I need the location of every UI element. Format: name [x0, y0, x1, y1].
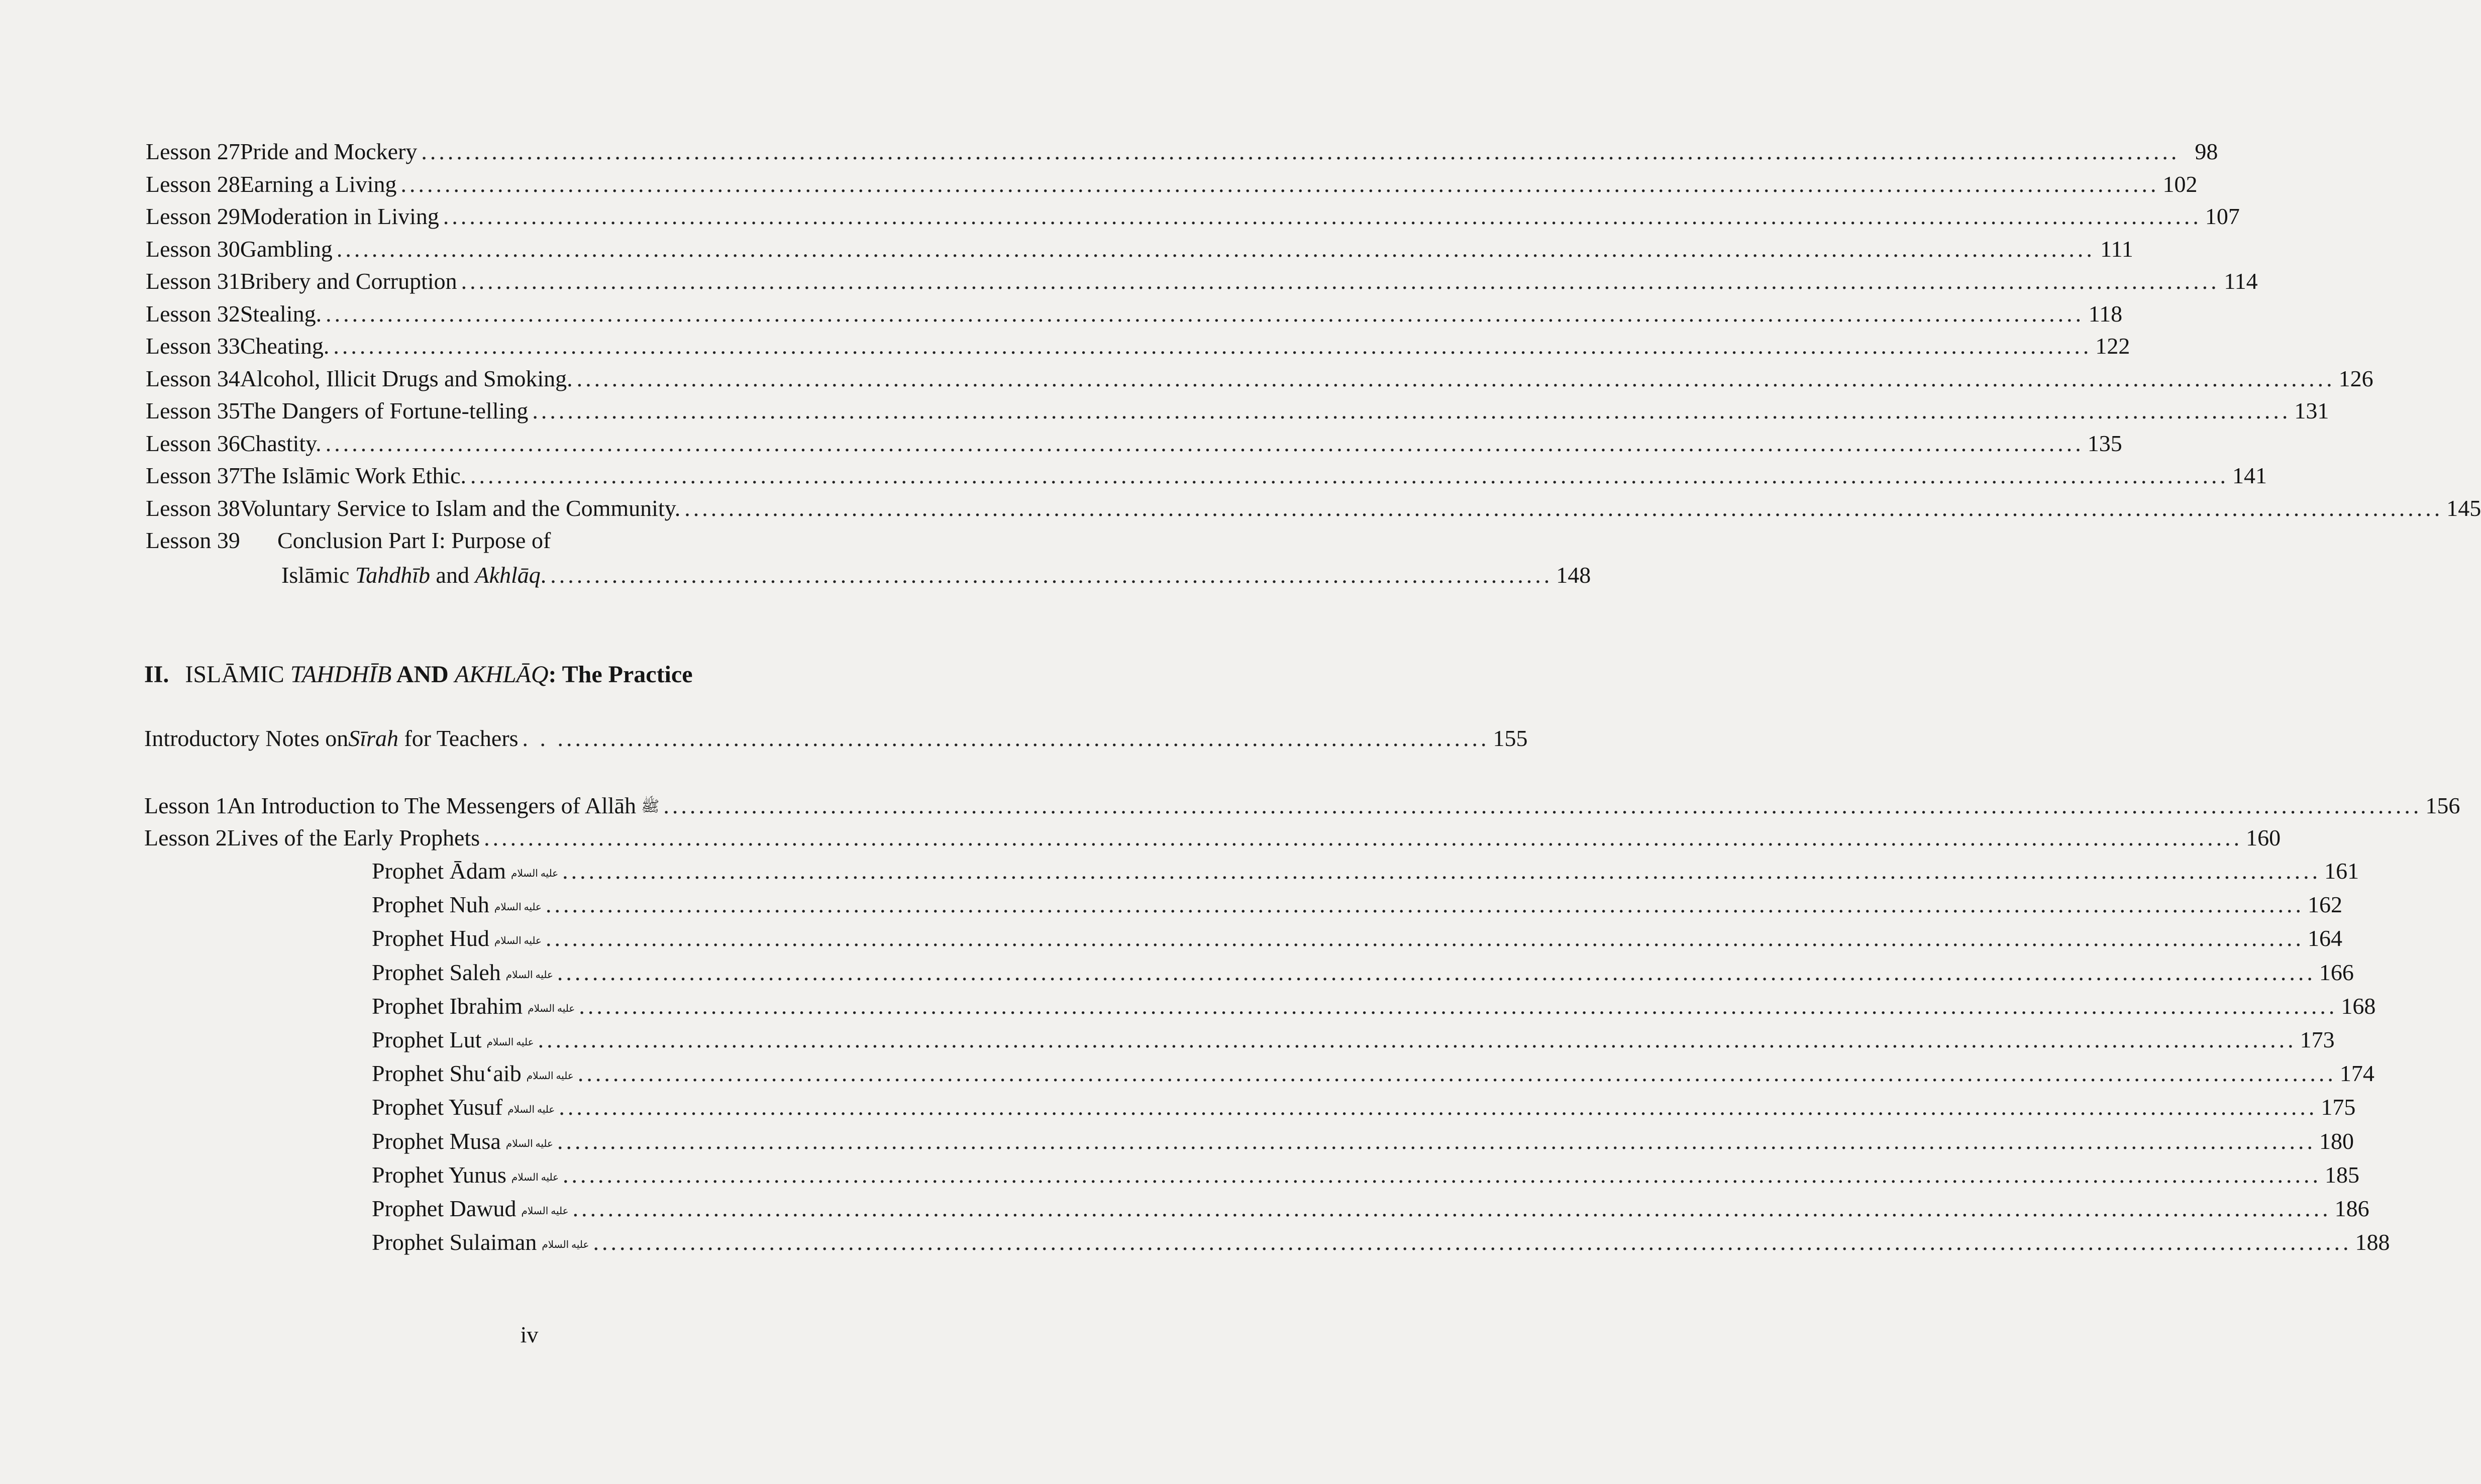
leader-dots: ........................................................................................................................................................................................................	[400, 171, 2159, 197]
lesson-title: Alcohol, Illicit Drugs and Smoking.	[240, 365, 573, 391]
lesson-title: The Islāmic Work Ethic.	[240, 463, 467, 488]
page-folio: iv	[520, 1322, 539, 1347]
toc-entry-part1[interactable]	[146, 429, 2122, 459]
leader-dots: ........................................................................................................................................................................................................	[333, 333, 2092, 359]
lesson-label: Lesson 29	[146, 203, 240, 229]
toc-entry-part2[interactable]	[144, 791, 2460, 824]
leader-dots: ........................................................................................................................................................................................................	[336, 236, 2095, 262]
honorific-glyph: عليه السلام	[494, 902, 542, 913]
toc-entry-introductory-notes[interactable]	[144, 723, 1528, 754]
honorific-glyph: عليه السلام	[526, 1071, 574, 1082]
toc-entry-prophet[interactable]	[372, 1126, 2354, 1161]
page-number: 162	[2307, 892, 2342, 918]
toc-entry-prophet[interactable]	[372, 958, 2354, 992]
prophet-name: Prophet Nuh	[372, 892, 489, 918]
leader-dots: ........................................................................................................................................................................................................	[579, 993, 2338, 1019]
lesson-label: Lesson 27	[146, 139, 240, 164]
intro-text-c: for Teachers	[398, 725, 519, 751]
leader-dots: ........................................................................................................................................................................................................	[593, 1229, 2352, 1255]
page-number: 164	[2307, 925, 2342, 951]
toc-entry-prophet[interactable]	[372, 1092, 2356, 1127]
lesson-title: Pride and Mockery	[240, 139, 418, 164]
section-word-tahdhib: TAHDHĪB	[290, 661, 392, 688]
toc-entry-part2[interactable]	[144, 823, 2281, 853]
toc-entry-part1[interactable]	[146, 234, 2133, 264]
lesson39-cont-text-b: Tahdhīb	[355, 562, 431, 588]
leader-dots: ........................................................................................................................................................................................................	[576, 365, 2335, 391]
leader-dots: ........................................................................................................................................................................................................	[325, 430, 2084, 456]
page-number: 168	[2341, 993, 2376, 1019]
prophet-name: Prophet Saleh	[372, 959, 501, 985]
lesson-label: Lesson 33	[146, 333, 240, 359]
page-number: 173	[2300, 1027, 2335, 1052]
leader-dots: ........................................................................................................................................................................................................	[557, 959, 2316, 985]
section-word-akhlaq: AKHLĀQ	[454, 661, 549, 688]
honorific-glyph: عليه السلام	[542, 1239, 589, 1251]
page-number: 114	[2224, 268, 2258, 294]
leader-dots: ........................................................................................................................................................................................................	[663, 793, 2422, 818]
toc-entry-part1[interactable]	[146, 137, 2218, 167]
lesson-label: Lesson 2	[144, 825, 227, 851]
lesson39-cont-text-d: Akhlāq	[475, 562, 541, 588]
lesson-title: Stealing.	[240, 300, 322, 327]
page-number: 160	[2246, 825, 2281, 851]
page-number: 175	[2321, 1094, 2356, 1120]
section-word-islamic: ISLĀMIC	[185, 661, 284, 688]
lesson-title: Chastity.	[240, 430, 322, 456]
lesson-label: Lesson 35	[146, 398, 240, 423]
toc-entry-prophet[interactable]	[372, 856, 2359, 891]
toc-entry-part1[interactable]	[146, 461, 2267, 491]
lesson39-cont-text-a: Islāmic	[281, 562, 350, 588]
page-number: 185	[2325, 1161, 2360, 1188]
honorific-glyph: عليه السلام	[507, 1104, 555, 1116]
section-roman-numeral: II.	[144, 661, 169, 688]
leader-dots: ........................................................................................................................................................................................................	[421, 139, 2180, 164]
lesson-label: Lesson 1	[144, 793, 227, 818]
page-number: 111	[2100, 236, 2133, 262]
prophet-name: Prophet Shu‘aib	[372, 1061, 522, 1087]
leader-dots: ........................................................................................................................................................................................................	[577, 1061, 2336, 1087]
leader-dots: ........................................................................................................................................................................................................	[461, 268, 2220, 294]
leader-dots: ........................................................................................................................................................................................................	[572, 1196, 2331, 1221]
leader-dots: ........................................................................................................................................................................................................	[545, 892, 2304, 918]
lesson-label: Lesson 34	[146, 365, 240, 391]
page-number: 161	[2324, 858, 2359, 884]
lesson-title: Voluntary Service to Islam and the Community.	[240, 495, 681, 521]
prophet-name: Prophet Musa	[372, 1128, 501, 1154]
lesson-label: Lesson 37	[146, 463, 240, 488]
lesson-title: Earning a Living	[240, 171, 397, 197]
toc-entry-part1[interactable]	[146, 331, 2130, 361]
toc-entry-part1[interactable]	[146, 364, 2373, 394]
toc-entry-prophet[interactable]	[372, 1025, 2335, 1059]
section-heading-practice	[144, 660, 693, 690]
page-number: 126	[2338, 365, 2373, 391]
leader-dots: ........................................................................................................................................................................................................	[684, 495, 2443, 521]
page-number: 186	[2334, 1196, 2369, 1221]
section-word-practice: : The Practice	[548, 661, 693, 688]
honorific-glyph: عليه السلام	[505, 1138, 553, 1149]
honorific-glyph: عليه السلام	[528, 1003, 575, 1014]
leader-dots: ........................................................................................................................................................................................................	[563, 1161, 2322, 1188]
prophet-name: Prophet Sulaiman	[372, 1229, 537, 1255]
prophet-name: Prophet Hud	[372, 925, 489, 951]
toc-entry-part1[interactable]	[146, 525, 947, 556]
toc-entry-prophet[interactable]	[372, 991, 2376, 1026]
toc-entry-prophet[interactable]	[372, 1160, 2360, 1195]
prophet-name: Prophet Ādam	[372, 858, 506, 884]
page-number: 131	[2294, 398, 2329, 423]
intro-text-b: Sīrah	[348, 725, 398, 751]
toc-entry-prophet[interactable]	[372, 1227, 2390, 1262]
intro-text-a: Introductory Notes on	[144, 725, 349, 751]
toc-entry-part1[interactable]	[146, 266, 2258, 296]
leader-dots: ........................................................................................................................................................................................................	[557, 1128, 2316, 1154]
lesson-label: Lesson 30	[146, 236, 240, 262]
page-number: 118	[2088, 300, 2123, 327]
leader-dots: ........................................................................................................................................................................................................	[326, 300, 2085, 327]
page-number: 155	[1493, 725, 1528, 751]
leader-dots: ..................................................................................................................	[550, 562, 1553, 588]
page-number: 107	[2205, 203, 2240, 229]
toc-entry-prophet[interactable]	[372, 923, 2342, 958]
toc-entry-part1[interactable]	[146, 201, 2240, 232]
toc-entry-prophet[interactable]	[372, 1194, 2369, 1228]
honorific-glyph: عليه السلام	[486, 1037, 534, 1048]
toc-entry-part1[interactable]	[146, 169, 2198, 199]
prophet-name: Prophet Yunus	[372, 1161, 506, 1188]
leader-dots: ........................................................................................................................................................................................................	[484, 825, 2243, 851]
lesson-title: The Dangers of Fortune-telling	[240, 398, 529, 423]
lesson-label: Lesson 36	[146, 430, 240, 456]
leader-dots: ........................................................................................................................................................................................................	[559, 1094, 2318, 1120]
page-number: 148	[1556, 562, 1591, 588]
toc-entry-part1[interactable]	[146, 299, 2123, 329]
honorific-glyph: ﷺ	[641, 798, 660, 815]
toc-entry-part1[interactable]	[146, 493, 2481, 523]
page-number: 141	[2232, 463, 2267, 488]
prophet-name: Prophet Dawud	[372, 1196, 516, 1221]
page-number: 122	[2095, 333, 2130, 359]
lesson-label: Lesson 32	[146, 300, 240, 327]
lesson-title: Conclusion Part I: Purpose of	[277, 527, 551, 553]
lesson-title: Bribery and Corruption	[240, 268, 457, 294]
page-number: 98	[2195, 139, 2218, 164]
lesson-title: Moderation in Living	[240, 203, 439, 229]
lesson39-cont-text-e: .	[540, 562, 547, 588]
section-word-and: AND	[396, 661, 449, 688]
lesson-label: Lesson 38	[146, 495, 240, 521]
page-number: 180	[2319, 1128, 2354, 1154]
page-number: 102	[2162, 171, 2198, 197]
honorific-glyph: عليه السلام	[511, 868, 559, 879]
lesson-label: Lesson 39	[146, 527, 240, 553]
toc-entry-part1[interactable]	[146, 396, 2329, 426]
leader-dots: . . ..........................................................................................................	[522, 725, 1490, 751]
page-number: 166	[2319, 959, 2354, 985]
leader-dots: ........................................................................................................................................................................................................	[532, 398, 2291, 423]
page-number: 135	[2087, 430, 2122, 456]
honorific-glyph: عليه السلام	[505, 969, 553, 981]
lesson-title: Lives of the Early Prophets	[227, 825, 480, 851]
page-number: 156	[2425, 793, 2460, 818]
lesson-label: Lesson 31	[146, 268, 240, 294]
page-number: 174	[2339, 1061, 2374, 1087]
honorific-glyph: عليه السلام	[521, 1206, 569, 1217]
lesson39-cont-text-c: and	[430, 562, 475, 588]
honorific-glyph: عليه السلام	[494, 935, 542, 947]
leader-dots: ........................................................................................................................................................................................................	[443, 203, 2202, 229]
toc-entry-prophet[interactable]	[372, 890, 2342, 924]
toc-entry-prophet[interactable]	[372, 1058, 2374, 1093]
leader-dots: ........................................................................................................................................................................................................	[470, 463, 2229, 488]
prophet-name: Prophet Ibrahim	[372, 993, 523, 1019]
prophet-name: Prophet Lut	[372, 1027, 482, 1052]
leader-dots: ........................................................................................................................................................................................................	[538, 1027, 2297, 1052]
lesson-title: An Introduction to The Messengers of Allāh	[227, 793, 637, 818]
page-number: 145	[2446, 495, 2481, 521]
prophet-name: Prophet Yusuf	[372, 1094, 503, 1120]
leader-dots: ........................................................................................................................................................................................................	[545, 925, 2304, 951]
page-number: 188	[2355, 1229, 2390, 1255]
lesson-label: Lesson 28	[146, 171, 240, 197]
honorific-glyph: عليه السلام	[511, 1172, 559, 1183]
leader-dots: ........................................................................................................................................................................................................	[562, 858, 2321, 884]
lesson39-continuation[interactable]	[281, 560, 1591, 590]
lesson-title: Cheating.	[240, 333, 330, 359]
lesson-title: Gambling	[240, 236, 333, 262]
